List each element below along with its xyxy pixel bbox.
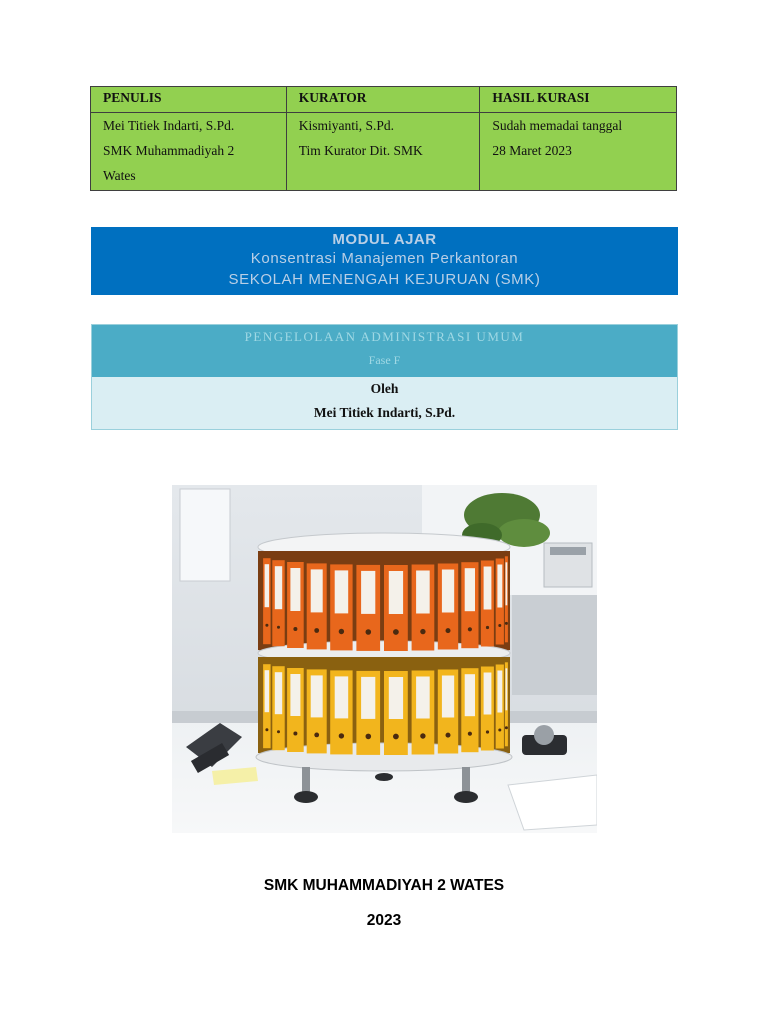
header-kurator: KURATOR bbox=[286, 87, 480, 113]
penulis-line: Mei Titiek Indarti, S.Pd. bbox=[103, 118, 235, 133]
binder-finger-hole bbox=[314, 628, 319, 633]
binder-finger-hole bbox=[420, 733, 425, 738]
binder-label bbox=[335, 570, 349, 613]
binder-label bbox=[275, 672, 282, 714]
binder-finger-hole bbox=[446, 733, 451, 738]
binder-label bbox=[311, 675, 323, 717]
binder-finger-hole bbox=[486, 730, 489, 733]
binder-finger-hole bbox=[393, 629, 399, 635]
binder-label bbox=[389, 571, 403, 614]
binder-finger-hole bbox=[339, 733, 344, 738]
binder-label bbox=[506, 562, 508, 605]
cell-hasil-kurasi bbox=[480, 113, 677, 191]
binder-finger-hole bbox=[486, 626, 489, 629]
binder-carousel bbox=[256, 533, 512, 803]
binder-finger-hole bbox=[366, 629, 372, 635]
binder-finger-hole bbox=[420, 629, 425, 634]
info-table-body-row bbox=[91, 113, 677, 191]
binder-finger-hole bbox=[498, 624, 501, 627]
printer-icon bbox=[544, 543, 592, 587]
binder-finger-hole bbox=[277, 626, 280, 629]
binder-label bbox=[465, 674, 475, 716]
penulis-line: SMK Muhammadiyah 2 bbox=[103, 143, 235, 158]
binder-finger-hole bbox=[277, 730, 280, 733]
binder-label bbox=[389, 677, 403, 719]
binder-label bbox=[465, 568, 475, 611]
hasil-line: Sudah memadai tanggal bbox=[492, 118, 623, 133]
binder-label bbox=[361, 677, 375, 719]
banner-school-level: SEKOLAH MENENGAH KEJURUAN (SMK) bbox=[228, 271, 541, 288]
binder-finger-hole bbox=[468, 627, 472, 631]
subject-block bbox=[91, 324, 678, 430]
binder-label bbox=[290, 674, 300, 716]
binder-label bbox=[416, 571, 430, 614]
subject-phase: Fase F bbox=[368, 353, 401, 367]
binder-finger-hole bbox=[314, 733, 319, 738]
by-label: Oleh bbox=[370, 381, 399, 396]
binder-label bbox=[416, 677, 430, 719]
cell-kurator bbox=[286, 113, 480, 191]
rotary-binder-carousel-photo bbox=[172, 485, 597, 833]
school-name: SMK MUHAMMADIYAH 2 WATES bbox=[263, 877, 505, 894]
binder-finger-hole bbox=[393, 734, 399, 740]
cell-penulis bbox=[91, 113, 287, 191]
binder-finger-hole bbox=[446, 628, 451, 633]
binder-label bbox=[497, 565, 502, 608]
binder-finger-hole bbox=[293, 732, 297, 736]
lower-binders bbox=[263, 662, 508, 755]
module-banner bbox=[91, 227, 678, 295]
binder-finger-hole bbox=[265, 624, 268, 627]
binder-label bbox=[290, 568, 300, 611]
binder-label bbox=[442, 676, 454, 718]
author-area bbox=[92, 377, 677, 429]
binder-label bbox=[361, 571, 375, 614]
binder-label bbox=[484, 673, 492, 715]
info-table-header-row bbox=[91, 87, 677, 113]
binder-finger-hole bbox=[293, 627, 297, 631]
binder-label bbox=[506, 668, 508, 710]
author-name: Mei Titiek Indarti, S.Pd. bbox=[313, 405, 456, 420]
info-table bbox=[90, 86, 677, 191]
binder-finger-hole bbox=[339, 629, 344, 634]
banner-concentration: Konsentrasi Manajemen Perkantoran bbox=[250, 250, 519, 267]
binder-label bbox=[265, 670, 270, 712]
binder-label bbox=[335, 676, 349, 718]
penulis-line: Wates bbox=[103, 168, 136, 183]
binder-finger-hole bbox=[366, 734, 372, 740]
subject-title-area bbox=[92, 325, 677, 377]
kurator-line: Kismiyanti, S.Pd. bbox=[298, 118, 394, 133]
header-penulis: PENULIS bbox=[91, 87, 287, 113]
binder-label bbox=[442, 570, 454, 613]
upper-binders bbox=[263, 556, 508, 651]
binder-finger-hole bbox=[468, 732, 472, 736]
banner-title: MODUL AJAR bbox=[332, 231, 437, 248]
binder-finger-hole bbox=[498, 729, 501, 732]
header-hasil-kurasi: HASIL KURASI bbox=[480, 87, 677, 113]
binder-finger-hole bbox=[505, 622, 508, 625]
binder-label bbox=[265, 564, 270, 607]
binder-label bbox=[275, 566, 282, 609]
year: 2023 bbox=[366, 912, 402, 929]
binder-label bbox=[484, 567, 492, 610]
binder-finger-hole bbox=[505, 726, 508, 729]
binder-label bbox=[311, 569, 323, 612]
kurator-line: Tim Kurator Dit. SMK bbox=[298, 143, 423, 158]
hasil-line: 28 Maret 2023 bbox=[492, 143, 572, 158]
binder-label bbox=[497, 671, 502, 713]
subject-title: PENGELOLAAN ADMINISTRASI UMUM bbox=[244, 329, 525, 344]
binder-finger-hole bbox=[265, 728, 268, 731]
